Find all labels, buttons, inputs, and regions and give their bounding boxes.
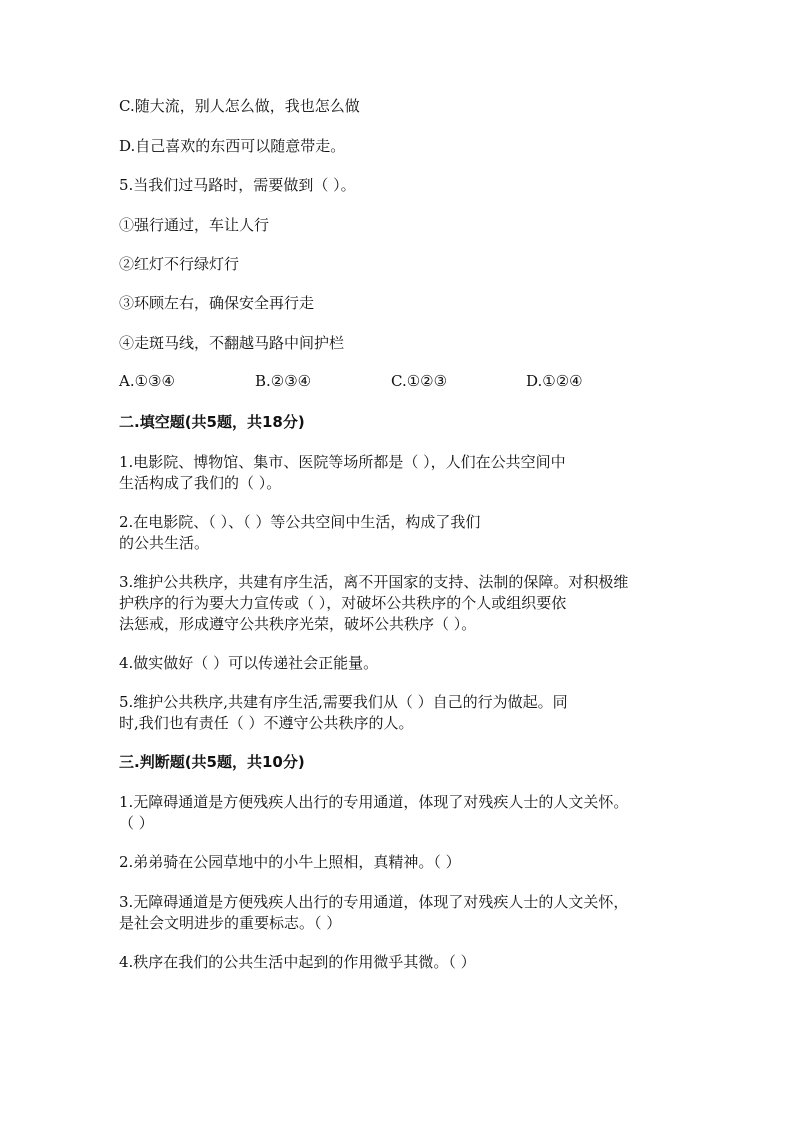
s2-q2-line1: 2.在电影院、（ ）、（ ）等公共空间中生活，构成了我们 (119, 513, 481, 531)
s2-q5-line1: 5.维护公共秩序,共建有序生活,需要我们从（ ）自己的行为做起。同 (119, 693, 568, 711)
section3-heading: 三.判断题(共5题，共10分) (119, 753, 305, 771)
s3-q1-line2: （ ） (119, 814, 154, 832)
q5-item-4: ④走斑马线，不翻越马路中间护栏 (119, 334, 345, 352)
q5-item-2: ②红灯不行绿灯行 (119, 255, 240, 273)
s3-q4-line1: 4.秩序在我们的公共生活中起到的作用微乎其微。（ ） (119, 953, 476, 971)
q5-choice-b: B.②③④ (255, 372, 312, 390)
s2-q3-line2: 护秩序的行为要大力宣传或（ ），对破坏公共秩序的个人或组织要依 (119, 594, 567, 612)
s2-q1-line1: 1.电影院、博物馆、集市、医院等场所都是（ ），人们在公共空间中 (119, 453, 566, 471)
s3-q3-line1: 3.无障碍通道是方便残疾人出行的专用通道，体现了对残疾人士的人文关怀， (119, 893, 629, 911)
q4-option-d: D.自己喜欢的东西可以随意带走。 (119, 137, 346, 155)
s3-q2-line1: 2.弟弟骑在公园草地中的小牛上照相，真精神。（ ） (119, 853, 461, 871)
q5-choice-a: A.①③④ (119, 372, 175, 390)
s2-q3-line1: 3.维护公共秩序，共建有序生活，离不开国家的支持、法制的保障。对积极维 (119, 573, 629, 591)
s2-q5-line2: 时,我们也有责任（ ）不遵守公共秩序的人。 (119, 714, 414, 732)
section2-heading: 二.填空题(共5题，共18分) (119, 413, 305, 431)
s3-q1-line1: 1.无障碍通道是方便残疾人出行的专用通道，体现了对残疾人士的人文关怀。 (119, 793, 629, 811)
s2-q4-line1: 4.做实做好（ ）可以传递社会正能量。 (119, 654, 379, 672)
q5-choice-c: C.①②③ (391, 372, 448, 390)
s2-q1-line2: 生活构成了我们的（ ）。 (119, 474, 282, 492)
q5-item-3: ③环顾左右，确保安全再行走 (119, 294, 315, 312)
q4-option-c: C.随大流，别人怎么做，我也怎么做 (119, 97, 360, 115)
q5-choice-d: D.①②④ (526, 372, 583, 390)
q5-item-1: ①强行通过，车让人行 (119, 216, 270, 234)
s2-q2-line2: 的公共生活。 (119, 534, 210, 552)
q5-question: 5.当我们过马路时，需要做到（ ）。 (119, 176, 356, 194)
s2-q3-line3: 法惩戒，形成遵守公共秩序光荣，破坏公共秩序（ ）。 (119, 615, 477, 633)
q5-choices (119, 372, 679, 392)
s3-q3-line2: 是社会文明进步的重要标志。（ ） (119, 914, 342, 932)
